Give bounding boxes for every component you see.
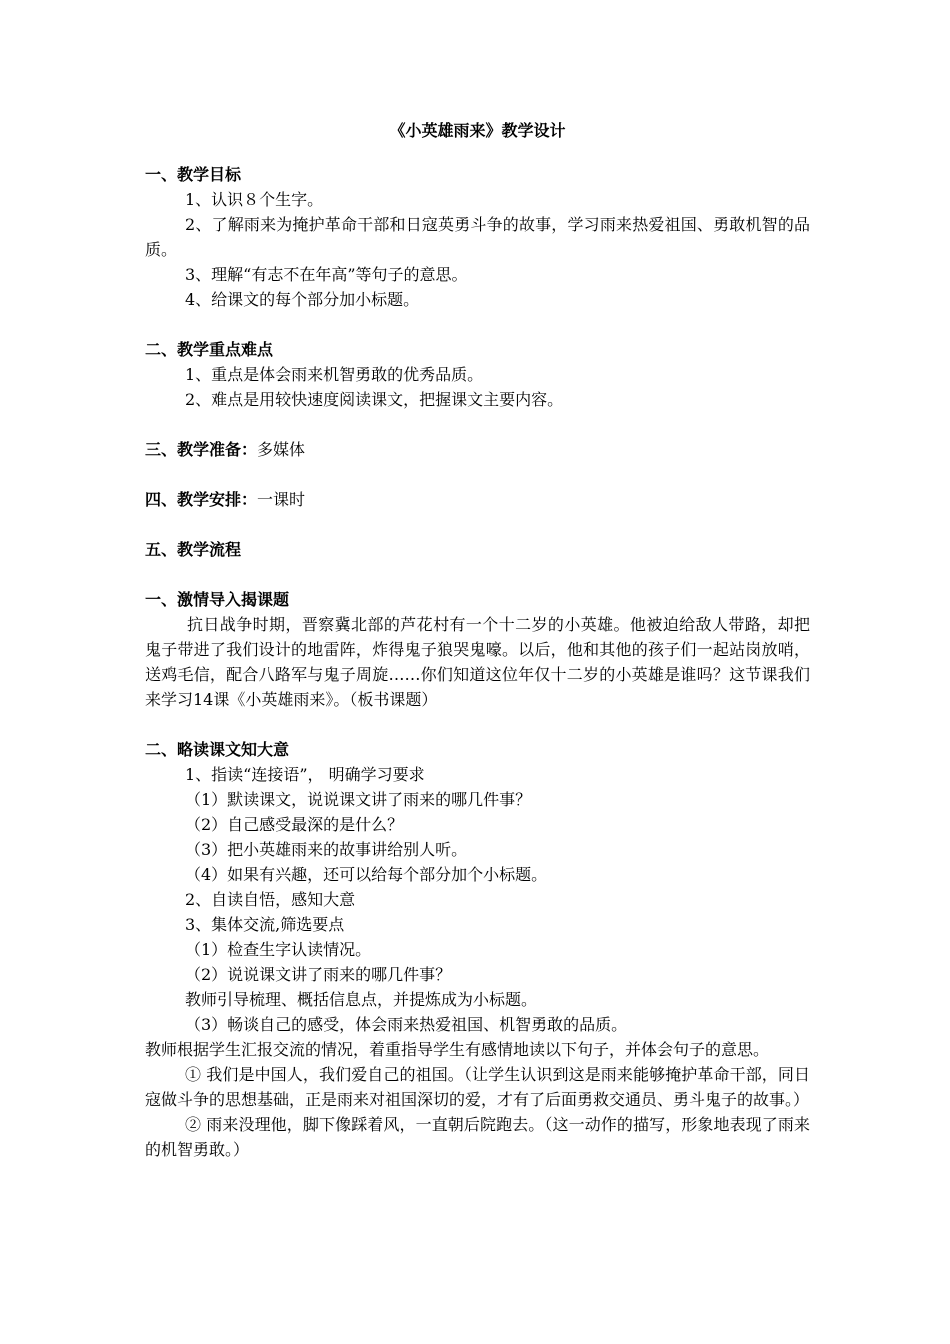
schedule-label: 四、教学安排： — [145, 490, 258, 509]
step-2-line-10: 教师引导梳理、概括信息点，并提炼成为小标题。 — [185, 990, 538, 1009]
document-title: 《小英雄雨来》教学设计 — [389, 121, 566, 140]
preparation-value: 多媒体 — [257, 440, 306, 459]
key-point-item-1: 1、重点是体会雨来机智勇敢的优秀品质。 — [185, 365, 484, 384]
step-2-line-7: 3、集体交流,筛选要点 — [185, 915, 345, 934]
step-2-line-5: （4）如果有兴趣，还可以给每个部分加个小标题。 — [185, 865, 548, 884]
section-teaching-process-heading: 五、教学流程 — [145, 540, 242, 559]
section-teaching-goals-heading: 一、教学目标 — [145, 165, 242, 184]
document-page — [145, 118, 810, 1162]
step-2-line-12: 教师根据学生汇报交流的情况，着重指导学生有感情地读以下句子，并体会句子的意思。 — [145, 1040, 770, 1059]
step-2-line-1: 1、指读“连接语”， 明确学习要求 — [185, 765, 425, 784]
section-schedule — [145, 487, 810, 512]
step-1-heading: 一、激情导入揭课题 — [145, 590, 290, 609]
step-2-line-9: （2）说说课文讲了雨来的哪几件事？ — [185, 965, 452, 984]
step-2-line-2: （1）默读课文，说说课文讲了雨来的哪几件事？ — [185, 790, 532, 809]
step-2-line-6: 2、自读自悟，感知大意 — [185, 890, 356, 909]
step-2-line-13: ① 我们是中国人，我们爱自己的祖国。（让学生认识到这是雨来能够掩护革命干部，同日寇做斗争的思想基础，正是雨来对祖国深切的爱，才有了后面勇救交通员、勇斗鬼子的故事。） — [145, 1065, 810, 1109]
section-key-points-heading: 二、教学重点难点 — [145, 340, 274, 359]
step-1-paragraph: 抗日战争时期，晋察冀北部的芦花村有一个十二岁的小英雄。他被迫给敌人带路，却把鬼子带进了我们设计的地雷阵，炸得鬼子狼哭鬼嚎。以后，他和其他的孩子们一起站岗放哨，送鸡毛信，配合八路军与鬼子周旋……你们知道这位年仅十二岁的小英雄是谁吗？这节课我们来学习14课《小英雄雨来》。（板书课题） — [145, 615, 810, 709]
goal-item-1: 1、认识８个生字。 — [185, 190, 324, 209]
section-preparation — [145, 437, 810, 462]
step-2-line-8: （1）检查生字认读情况。 — [185, 940, 372, 959]
step-2-line-3: （2）自己感受最深的是什么？ — [185, 815, 404, 834]
goal-item-2: 2、了解雨来为掩护革命干部和日寇英勇斗争的故事，学习雨来热爱祖国、勇敢机智的品质。 — [145, 215, 810, 259]
goal-item-4: 4、给课文的每个部分加小标题。 — [185, 290, 420, 309]
key-point-item-2: 2、难点是用较快速度阅读课文，把握课文主要内容。 — [185, 390, 564, 409]
step-2-line-4: （3）把小英雄雨来的故事讲给别人听。 — [185, 840, 468, 859]
step-2-heading: 二、略读课文知大意 — [145, 740, 290, 759]
step-2-line-11: （3）畅谈自己的感受，体会雨来热爱祖国、机智勇敢的品质。 — [185, 1015, 628, 1034]
step-2-line-14: ② 雨来没理他，脚下像踩着风，一直朝后院跑去。（这一动作的描写，形象地表现了雨来的机智勇敢。） — [145, 1115, 810, 1159]
schedule-value: 一课时 — [257, 490, 306, 509]
preparation-label: 三、教学准备： — [145, 440, 258, 459]
goal-item-3: 3、理解“有志不在年高”等句子的意思。 — [185, 265, 468, 284]
